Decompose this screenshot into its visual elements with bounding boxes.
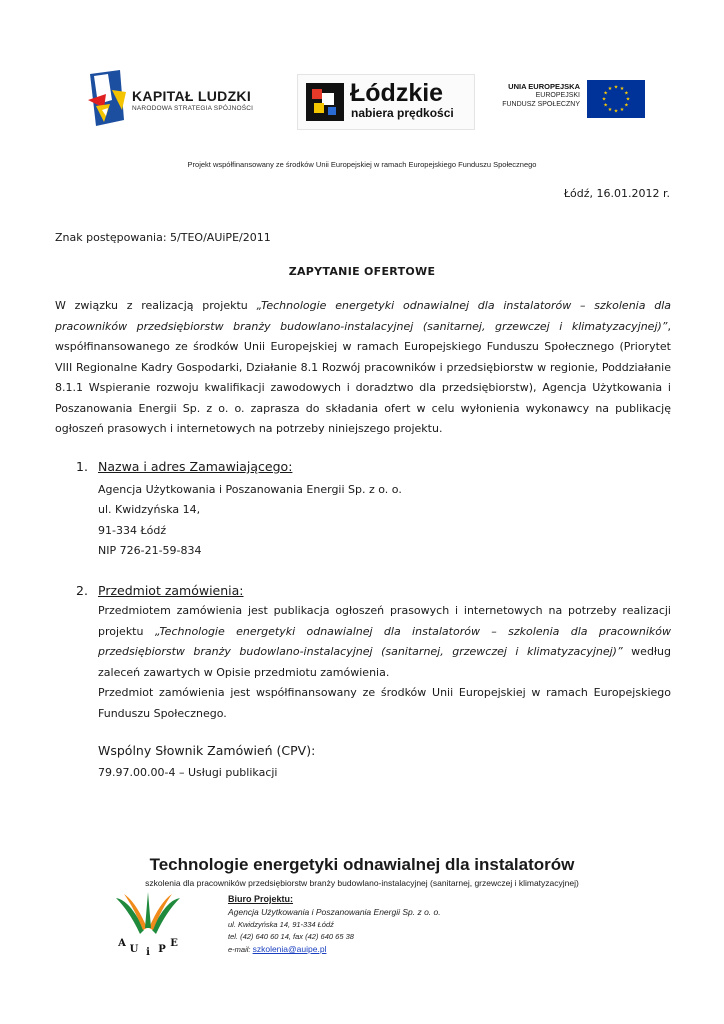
footer-subtitle: szkolenia dla pracowników przedsiębiorstw branży budowlano-instalacyjnej (sanitarnej, grzewczej i klimatyzacyjnej) (145, 878, 579, 888)
page-title: ZAPYTANIE OFERTOWE (288, 265, 436, 278)
section-2-number: 2. (76, 583, 88, 598)
auipe-letter-u: U (129, 944, 139, 955)
kapital-ludzki-title: KAPITAŁ LUDZKI (132, 88, 252, 104)
auipe-letter-p: P (158, 944, 166, 955)
footer-title: Technologie energetyki odnawialnej dla instalatorów (149, 855, 575, 874)
office-phone: tel. (42) 640 60 14, fax (42) 640 65 38 (228, 932, 354, 941)
buyer-city: 91-334 Łódź (98, 524, 167, 537)
section-1-title: Nazwa i adres Zamawiającego: (98, 459, 293, 474)
buyer-name: Agencja Użytkowania i Poszanowania Energii Sp. z o. o. (98, 483, 402, 496)
office-name: Agencja Użytkowania i Poszanowania Energii Sp. z o. o. (228, 907, 441, 917)
cpv-code: 79.97.00.00-4 – Usługi publikacji (98, 766, 278, 779)
intro-project-name: „Technologie energetyki odnawialnej dla instalatorów – szkolenia dla pracowników przedsiębiorstw branży budowlano-instalacyjnej (sanitarnej, grzewczej i klimatyzacyjnej)” (55, 299, 671, 333)
svg-text:★: ★ (603, 90, 608, 97)
eu-line-1: EUROPEJSKI (535, 92, 580, 99)
section-2-body (98, 601, 671, 724)
buyer-street: ul. Kwidzyńska 14, (98, 503, 201, 516)
kapital-ludzki-emblem-icon (86, 70, 132, 126)
lodzkie-title: Łódzkie (350, 79, 444, 107)
section-1-number: 1. (76, 459, 88, 474)
eu-flag-icon (587, 80, 645, 118)
office-label: Biuro Projektu: (228, 894, 294, 904)
cpv-title: Wspólny Słownik Zamówień (CPV): (98, 743, 316, 758)
svg-text:★: ★ (624, 90, 629, 97)
svg-text:★: ★ (619, 86, 625, 92)
svg-text:★: ★ (607, 86, 613, 92)
buyer-nip: NIP 726-21-59-834 (98, 544, 202, 557)
eu-title: UNIA EUROPEJSKA (508, 82, 580, 91)
lodzkie-logo (297, 74, 475, 130)
svg-text:★: ★ (613, 84, 619, 91)
section-2-project-name: „Technologie energetyki odnawialnej dla instalatorów – szkolenia dla pracowników przedsiębiorstw branży budowlano-instalacyjnej (sanitarnej, grzewczej i klimatyzacyjnej)” (98, 624, 671, 658)
cofinancing-note: Projekt współfinansowany ze środków Unii Europejskiej w ramach Europejskiego Funduszu Społecznego (187, 160, 537, 169)
lodzkie-emblem-icon (306, 83, 344, 121)
svg-text:★: ★ (601, 96, 607, 103)
section-2-p1-end: według zaleceń zawartych w Opisie przedmiotu zamówienia. (98, 645, 672, 679)
svg-text:★: ★ (625, 96, 631, 103)
lodzkie-subtitle: nabiera prędkości (351, 106, 454, 120)
intro-paragraph (55, 296, 671, 440)
auipe-letter-i: i (146, 947, 150, 958)
svg-text:★: ★ (619, 107, 625, 113)
section-2-p1-start: Przedmiotem zamówienia jest publikacja ogłoszeń prasowych i internetowych na potrzeby realizacji projektu (98, 604, 671, 638)
section-2-paragraph-2: Przedmiot zamówienia jest współfinansowany ze środków Unii Europejskiej w ramach Europejskiego Funduszu Społecznego. (98, 686, 671, 720)
office-email-line (228, 944, 326, 954)
svg-text:★: ★ (607, 107, 613, 113)
auipe-letter-e: E (170, 938, 178, 949)
office-address: ul. Kwidzyńska 14, 91-334 Łódź (228, 920, 334, 929)
auipe-logo-icon (110, 890, 186, 958)
svg-text:★: ★ (613, 108, 619, 115)
kapital-ludzki-logo (86, 70, 266, 126)
email-label: e-mail: (228, 945, 253, 954)
svg-text:★: ★ (603, 102, 608, 109)
kapital-ludzki-subtitle: NARODOWA STRATEGIA SPÓJNOŚCI (132, 105, 254, 112)
intro-start: W związku z realizacją projektu (55, 299, 257, 312)
intro-end: , współfinansowanego ze środków Unii Europejskiej w ramach Europejskiego Funduszu Społecznego (Priorytet VIII Regionalne Kadry Gospodarki, Działanie 8.1 Rozwój pracowników i przedsiębiorstw w regionie, Poddziałanie 8.1.1 Wspieranie rozwoju kwalifikacji zawodowych i doradztwo dla przedsiębiorstw), Agencja Użytkowania i Poszanowania Energii Sp. z o. o. zaprasza do składania ofert w celu wyłonienia wykonawcy na publikację ogłoszeń prasowych i internetowych na potrzeby niniejszego projektu. (55, 319, 671, 435)
eu-label (490, 82, 580, 109)
email-link[interactable]: szkolenia@auipe.pl (252, 944, 327, 954)
document-date: Łódź, 16.01.2012 r. (563, 187, 670, 200)
eu-line-2: FUNDUSZ SPOŁECZNY (502, 101, 580, 108)
auipe-letter-a: A (118, 938, 126, 949)
section-2-paragraph-1 (98, 601, 671, 683)
svg-text:★: ★ (624, 102, 629, 109)
reference-number: Znak postępowania: 5/TEO/AUiPE/2011 (55, 231, 271, 244)
section-2-title: Przedmiot zamówienia: (98, 583, 244, 598)
